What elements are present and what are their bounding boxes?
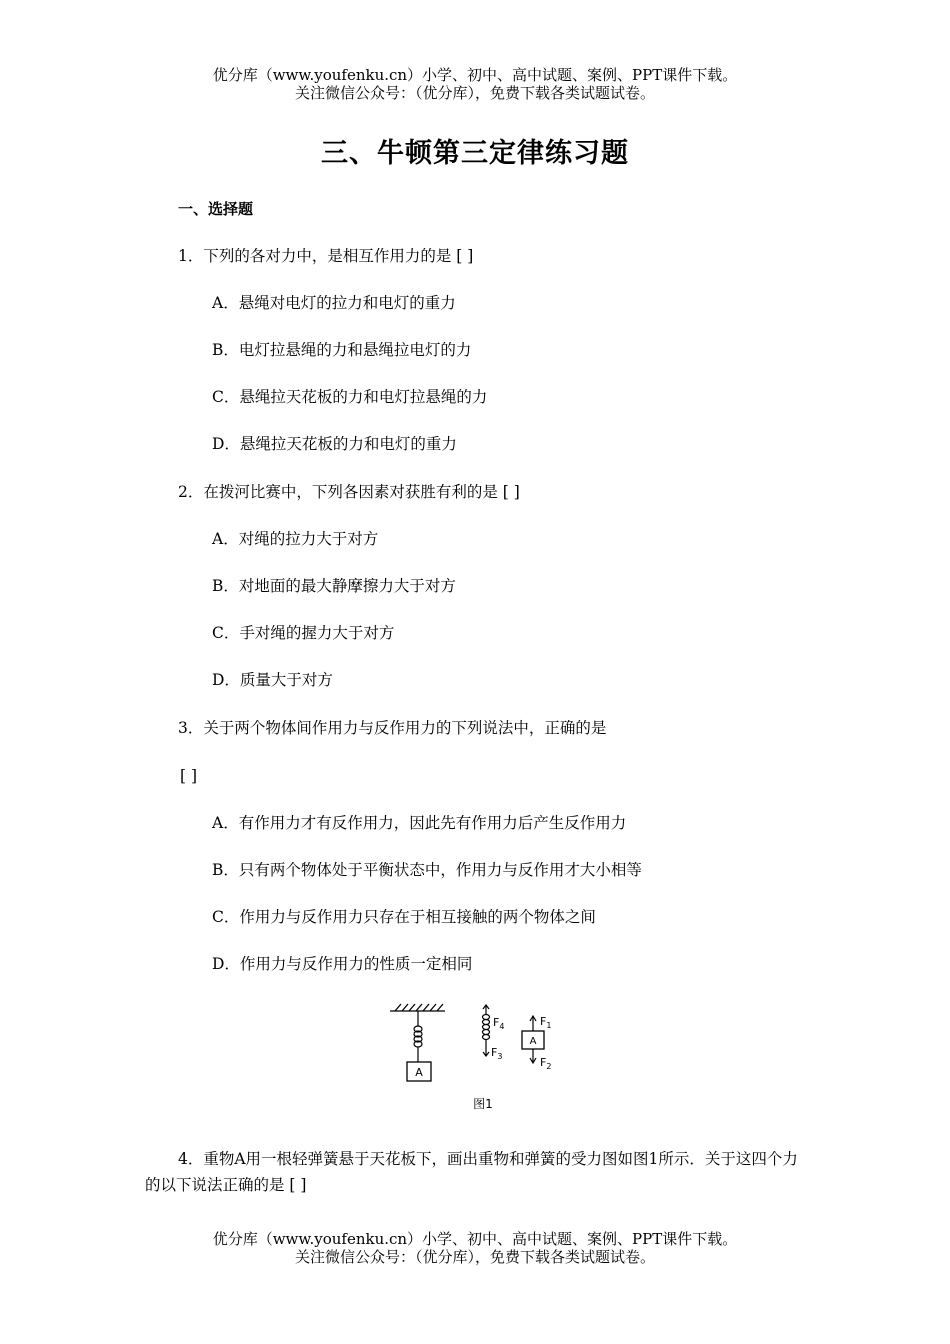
question-1-option-c: C．悬绳拉天花板的力和电灯拉悬绳的力 bbox=[212, 388, 488, 406]
question-3-option-c: C．作用力与反作用力只存在于相互接触的两个物体之间 bbox=[212, 908, 596, 926]
question-2-option-d: D．质量大于对方 bbox=[212, 671, 333, 689]
ceiling bbox=[390, 1004, 445, 1011]
page-title: 三、牛顿第三定律练习题 bbox=[321, 138, 629, 169]
force-f2-label: $F_2$ bbox=[540, 1056, 552, 1071]
question-2-option-b: B．对地面的最大静摩擦力大于对方 bbox=[212, 577, 456, 595]
question-1-option-b: B．电灯拉悬绳的力和悬绳拉电灯的力 bbox=[212, 341, 472, 359]
spring bbox=[414, 1011, 422, 1062]
footer-line-2: 关注微信公众号：（优分库），免费下载各类试题试卷。 bbox=[294, 1248, 655, 1266]
question-2-stem: 2．在拨河比赛中，下列各因素对获胜有利的是 [ ] bbox=[178, 483, 520, 501]
question-2-option-a: A．对绳的拉力大于对方 bbox=[212, 530, 379, 548]
force-f1-label: $F_1$ bbox=[540, 1015, 552, 1030]
page-footer bbox=[0, 1230, 950, 1266]
page-header bbox=[0, 66, 950, 102]
question-3-stem: 3．关于两个物体间作用力与反作用力的下列说法中，正确的是 bbox=[178, 719, 607, 737]
force-f4-label: $F_4$ bbox=[493, 1016, 505, 1031]
question-4-stem: 4．重物A用一根轻弹簧悬于天花板下，画出重物和弹簧的受力图如图1所示．关于这四个力的以下说法正确的是 [ ] bbox=[145, 1150, 798, 1194]
force-diagram bbox=[385, 996, 575, 1116]
figure-caption: 图1 bbox=[473, 1097, 493, 1111]
section-heading: 一、选择题 bbox=[178, 200, 254, 218]
footer-line-1: 优分库（www.youfenku.cn）小学、初中、高中试题、案例、PPT课件下载。 bbox=[212, 1230, 738, 1248]
question-1-option-d: D．悬绳拉天花板的力和电灯的重力 bbox=[212, 435, 457, 453]
header-line-2: 关注微信公众号：（优分库），免费下载各类试题试卷。 bbox=[294, 84, 655, 102]
spring-free-body bbox=[483, 1005, 490, 1056]
question-3-bracket: [ ] bbox=[180, 767, 198, 785]
force-f3-label: $F_3$ bbox=[491, 1046, 503, 1061]
question-2-option-c: C．手对绳的握力大于对方 bbox=[212, 624, 395, 642]
header-line-1: 优分库（www.youfenku.cn）小学、初中、高中试题、案例、PPT课件下载。 bbox=[212, 66, 738, 84]
question-3-option-d: D．作用力与反作用力的性质一定相同 bbox=[212, 955, 473, 973]
question-1-stem: 1．下列的各对力中，是相互作用力的是 [ ] bbox=[178, 247, 474, 265]
question-1-option-a: A．悬绳对电灯的拉力和电灯的重力 bbox=[212, 294, 456, 312]
question-3-option-a: A．有作用力才有反作用力，因此先有作用力后产生反作用力 bbox=[212, 814, 627, 832]
block-free-body-label: A bbox=[529, 1036, 537, 1047]
block-a-label: A bbox=[415, 1066, 423, 1079]
question-3-option-b: B．只有两个物体处于平衡状态中，作用力与反作用才大小相等 bbox=[212, 861, 642, 879]
figure-1 bbox=[385, 996, 575, 1116]
